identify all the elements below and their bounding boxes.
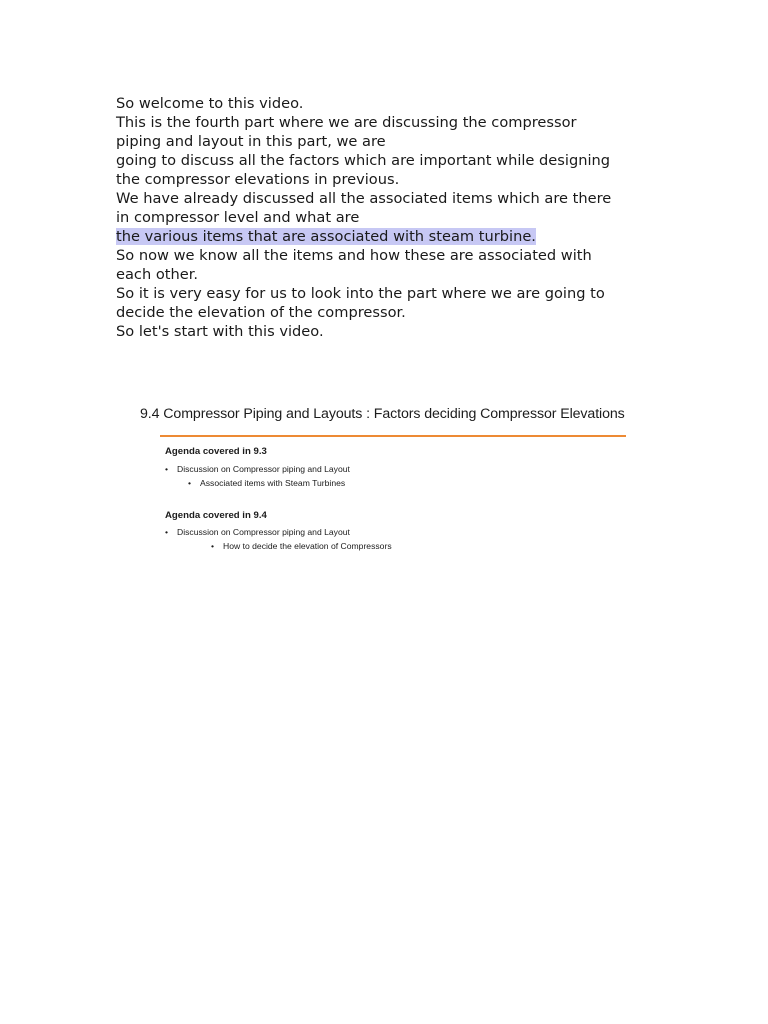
transcript-line: So let's start with this video. (116, 323, 324, 340)
transcript-line: in compressor level and what are (116, 209, 360, 226)
slide-title: 9.4 Compressor Piping and Layouts : Factors deciding Compressor Elevations (140, 406, 625, 422)
transcript-line: So now we know all the items and how these are associated with (116, 247, 592, 264)
agenda-item (165, 527, 350, 537)
agenda-item (165, 464, 350, 474)
transcript-line: We have already discussed all the associated items which are there (116, 190, 612, 207)
transcript-line: This is the fourth part where we are discussing the compressor (116, 114, 577, 131)
agenda-heading-9-3: Agenda covered in 9.3 (165, 446, 267, 457)
transcript-line: piping and layout in this part, we are (116, 133, 386, 150)
agenda-subitem-text: How to decide the elevation of Compressors (223, 541, 392, 551)
agenda-heading-9-4: Agenda covered in 9.4 (165, 510, 267, 521)
transcript-line: So it is very easy for us to look into the part where we are going to (116, 285, 605, 302)
bullet-icon: • (165, 464, 169, 474)
agenda-subitem (211, 541, 392, 551)
transcript-line: So welcome to this video. (116, 95, 304, 112)
agenda-item-text: Discussion on Compressor piping and Layout (177, 527, 350, 537)
transcript-line: going to discuss all the factors which are important while designing (116, 152, 611, 169)
bullet-icon: • (188, 478, 192, 488)
transcript-line-highlighted[interactable] (116, 227, 656, 246)
agenda-subitem (188, 478, 345, 488)
agenda-item-text: Discussion on Compressor piping and Layout (177, 464, 350, 474)
transcript-text (116, 94, 656, 341)
bullet-icon: • (165, 527, 169, 537)
highlighted-text[interactable]: the various items that are associated with steam turbine. (116, 228, 536, 245)
transcript-line: the compressor elevations in previous. (116, 171, 400, 188)
slide-image (130, 396, 650, 566)
agenda-subitem-text: Associated items with Steam Turbines (200, 478, 346, 488)
slide-divider (160, 435, 626, 437)
transcript-line: decide the elevation of the compressor. (116, 304, 406, 321)
transcript-line: each other. (116, 266, 199, 283)
bullet-icon: • (211, 541, 215, 551)
